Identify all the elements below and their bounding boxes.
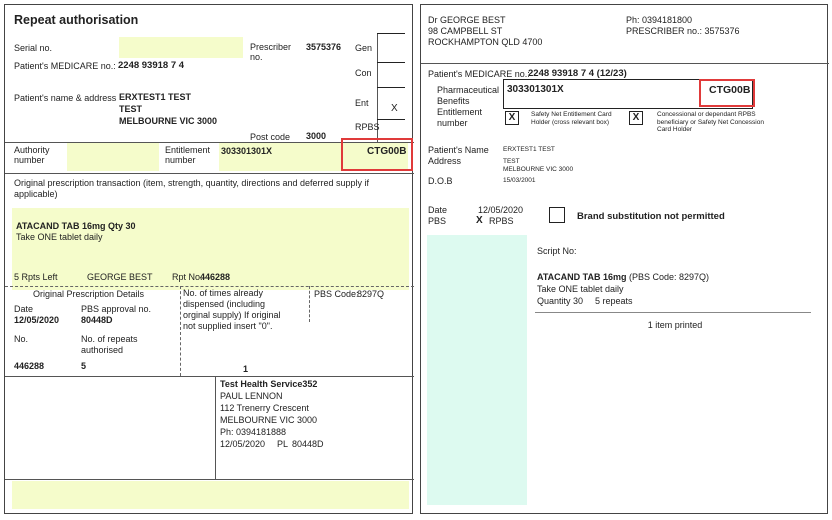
entitlement-number: 303301301X	[507, 84, 564, 95]
times-dispensed-label: No. of times already dispensed (including orginal supply) If original not supplied insert "0".	[183, 288, 281, 331]
date-label: Date	[14, 304, 34, 314]
doctor-phone: Ph: 0394181800	[626, 15, 693, 25]
postcode: 3000	[306, 131, 327, 141]
medicare-label: Patient's MEDICARE no.:	[428, 69, 530, 79]
pbs-code-label: PBS Code:	[314, 289, 359, 299]
entitlement-number: 303301301X	[221, 146, 273, 156]
form-title: Repeat authorisation	[14, 13, 139, 27]
service-name: Test Health Service352	[220, 379, 318, 389]
authority-label: Authority number	[14, 145, 50, 165]
doctor-name: Dr GEORGE BEST	[428, 15, 506, 25]
prescriber-number: PRESCRIBER no.: 3575376	[626, 26, 740, 36]
serial-label: Serial no.	[14, 43, 53, 53]
patient-address-line2: TEST	[119, 104, 143, 114]
con-box[interactable]	[377, 63, 405, 88]
drug-quantity: Quantity 30	[537, 296, 584, 306]
patient-name-label: Patient's Name	[428, 145, 489, 155]
gen-box[interactable]	[377, 33, 405, 63]
service-pl-label: PL	[277, 439, 289, 449]
script-no-label: Script No:	[537, 246, 577, 256]
entitlement-code-highlight	[341, 138, 413, 171]
signature-strip	[12, 481, 409, 509]
prescription-area	[427, 235, 823, 505]
entitlement-code: CTG00B	[709, 84, 751, 96]
approval-value: 80448D	[81, 315, 113, 325]
repeats-authorised-label: No. of repeats authorised	[81, 334, 138, 355]
patient-name: ERXTEST1 TEST	[119, 92, 192, 102]
dob-label: D.O.B	[428, 176, 453, 186]
entitlement-code-highlight	[699, 79, 755, 107]
side-gen: Gen	[355, 43, 373, 53]
safety-net-checkbox[interactable]: X	[505, 111, 519, 125]
prescriber-name: GEORGE BEST	[87, 272, 153, 282]
safety-net-text: Safety Net Entitlement Card Holder (cross relevant box)	[531, 111, 612, 126]
medicare-number: 2248 93918 7 4 (12/23)	[528, 68, 627, 79]
concessional-text: Concessional or dependant RPBS beneficiary or Safety Net Concession Card Holder	[657, 111, 764, 133]
authority-field[interactable]	[67, 143, 159, 171]
entitlement-code: CTG00B	[367, 146, 407, 157]
rpt-no-label: Rpt No.	[172, 272, 203, 282]
side-ent: Ent	[355, 98, 369, 108]
brand-substitution-checkbox[interactable]	[549, 207, 565, 223]
doctor-address-line2: ROCKHAMPTON QLD 4700	[428, 37, 543, 47]
service-date: 12/05/2020	[220, 439, 266, 449]
brand-substitution-text: Brand substitution not permitted	[577, 211, 725, 222]
doctor-address-line1: 98 CAMPBELL ST	[428, 26, 503, 36]
ent-x-mark: X	[391, 103, 398, 114]
prescription-content	[527, 235, 823, 505]
repeats-authorised-value: 5	[81, 361, 87, 371]
entitlement-label: Entitlement number	[165, 145, 211, 165]
drug-directions: Take ONE tablet daily	[16, 232, 103, 242]
prescriber-label: Prescriber no.	[250, 42, 292, 62]
postcode-label: Post code	[250, 132, 291, 142]
medicare-number: 2248 93918 7 4	[118, 60, 185, 71]
concessional-checkbox[interactable]: X	[629, 111, 643, 125]
original-details-label: Original Prescription Details	[33, 289, 145, 299]
rpt-no: 446288	[200, 272, 231, 282]
serial-field[interactable]	[119, 37, 243, 58]
no-label: No.	[14, 334, 29, 344]
drug-directions: Take ONE tablet daily	[537, 284, 624, 294]
patient-name-label: Patient's name & address	[14, 93, 117, 103]
drug-line	[537, 272, 709, 282]
date-value: 12/05/2020	[478, 205, 524, 215]
rpbs-label: RPBS	[489, 216, 514, 226]
pharmaceutical-benefits-label: Pharmaceutical Benefits Entitlement number	[437, 85, 500, 128]
approval-label: PBS approval no.	[81, 304, 152, 314]
drug-name: ATACAND TAB 16mg Qty 30	[16, 221, 136, 231]
service-address-line1: 112 Trenerry Crescent	[220, 403, 309, 413]
times-dispensed-value: 1	[243, 364, 249, 374]
prescriber-number: 3575376	[306, 42, 342, 52]
service-address-line2: MELBOURNE VIC 3000	[220, 415, 318, 425]
patient-address-line2: TEST	[503, 158, 520, 165]
service-approval: 80448D	[292, 439, 324, 449]
medicare-label: Patient's MEDICARE no.:	[14, 61, 116, 71]
pbs-code: 8297Q	[357, 289, 385, 299]
drug-name: ATACAND TAB 16mg	[537, 272, 627, 282]
patient-name: ERXTEST1 TEST	[503, 146, 555, 153]
patient-address-line3: MELBOURNE VIC 3000	[503, 166, 574, 173]
items-printed: 1 item printed	[647, 320, 703, 330]
repeat-authorisation-form	[4, 4, 413, 514]
date-label: Date	[428, 205, 448, 215]
side-con: Con	[355, 68, 372, 78]
address-label: Address	[428, 156, 462, 166]
patient-address-line3: MELBOURNE VIC 3000	[119, 116, 218, 126]
original-prescription-description: Original prescription transaction (item, strength, quantity, directions and deferred supply if applicable)	[14, 178, 370, 199]
side-rpbs: RPBS	[355, 122, 380, 132]
pbs-prescription-form	[420, 4, 828, 514]
pbs-x-mark: X	[476, 215, 483, 226]
repeats-left: 5 Rpts Left	[14, 272, 58, 282]
pbs-label: PBS	[428, 216, 447, 226]
patient-dob: 15/03/2001	[503, 177, 536, 184]
date-value: 12/05/2020	[14, 315, 60, 325]
drug-pbs-code: (PBS Code: 8297Q)	[629, 272, 710, 282]
no-value: 446288	[14, 361, 45, 371]
service-phone: Ph: 0394181888	[220, 427, 287, 437]
pharmacist-name: PAUL LENNON	[220, 391, 283, 401]
drug-repeats: 5 repeats	[595, 296, 633, 306]
